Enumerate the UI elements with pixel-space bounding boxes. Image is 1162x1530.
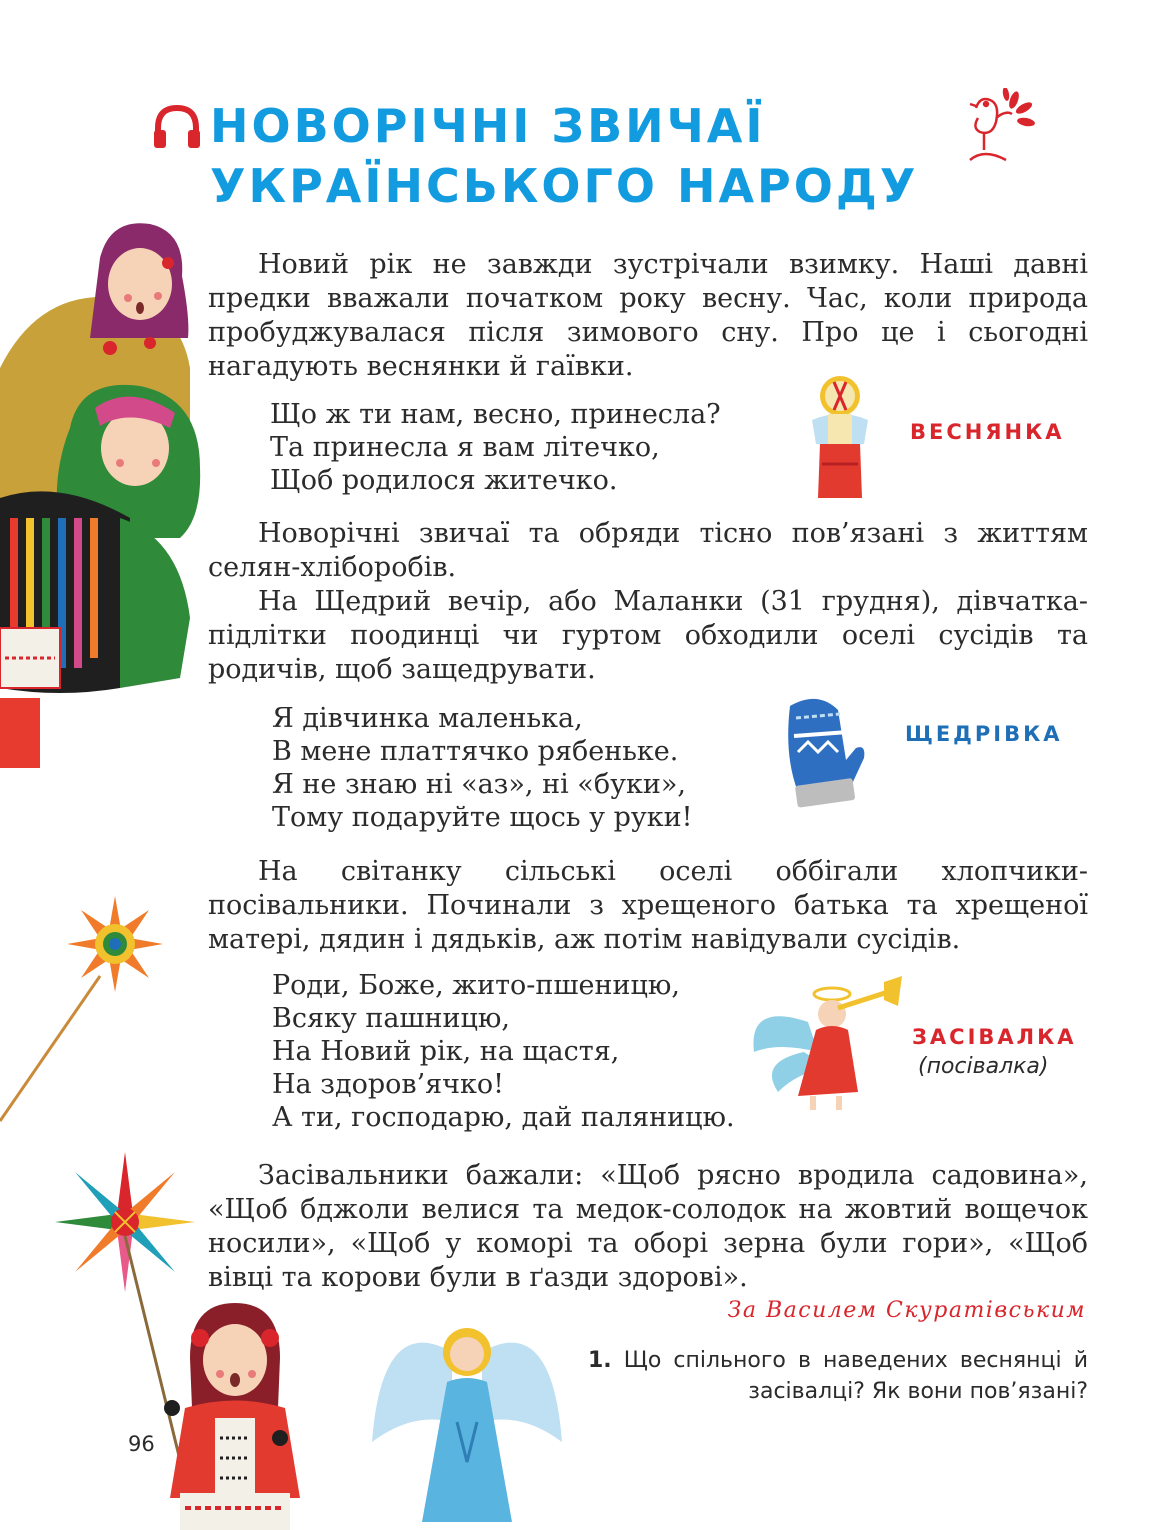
poem-line: Тому подаруйте щось у руки! <box>272 802 693 833</box>
motanka-doll-illustration <box>804 374 876 504</box>
genre-label-vesnianka: ВЕСНЯНКА <box>910 420 1065 444</box>
paragraph-2: Новорічні звичаї та обряди тісно пов’язані з життям селян-хліборобів. <box>208 518 1088 583</box>
poem-line: Я не знаю ні «аз», ні «буки», <box>272 769 686 800</box>
poem-line: На здоров’ячко! <box>272 1069 505 1100</box>
page-number: 96 <box>128 1432 155 1456</box>
poem-line: Всяку пашницю, <box>272 1003 510 1034</box>
girl-caroler-illustration <box>160 1298 310 1530</box>
question-number: 1. <box>588 1348 612 1373</box>
poem-zasivalka <box>272 969 812 1134</box>
paragraph-3: На Щедрий вечір, або Маланки (31 грудня), дівчатка-підлітки поодинці чи гуртом обходили оселі сусідів та родичів, щоб защедрувати. <box>208 586 1088 685</box>
sun-star-illustration <box>0 896 170 1126</box>
genre-label-zasivalka-alt: (посівалка) <box>918 1054 1049 1079</box>
carolers-illustration <box>0 218 205 778</box>
bird-icon <box>966 88 1038 164</box>
headphones-icon[interactable] <box>152 104 202 150</box>
genre-label-zasivalka: ЗАСІВАЛКА <box>912 1025 1077 1049</box>
poem-line: Роди, Боже, жито-пшеницю, <box>272 970 680 1001</box>
genre-label-shchedrivka: ЩЕДРІВКА <box>905 722 1063 746</box>
poem-line: Я дівчинка маленька, <box>272 703 583 734</box>
trumpet-angel-illustration <box>748 972 908 1116</box>
poem-line: Щоб родилося житечко. <box>270 465 618 496</box>
mitten-illustration <box>768 696 868 808</box>
page-title <box>210 96 918 216</box>
paragraph-1: Новий рік не завжди зустрічали взимку. Наші давні предки вважали початком року весну. Час, коли природа пробуджувалася після зимового сну. Про це і сьогодні нагадують веснянки й гаївки. <box>208 249 1088 382</box>
poem-line: Та принесла я вам літечко, <box>270 432 660 463</box>
author-attribution: За Василем Скуратівським <box>727 1298 1086 1323</box>
poem-line: Що ж ти нам, весно, принесла? <box>270 399 721 430</box>
poem-shchedrivka <box>272 702 772 834</box>
paragraph-5: Засівальники бажали: «Щоб рясно вродила садовина», «Щоб бджоли велися та медок-солодок на жовтий вощечок носили», «Щоб у коморі та оборі зерна були гори», «Щоб вівці та корови були в ґазди здорові». <box>208 1160 1088 1293</box>
question-text: Що спільного в наведених веснянці й засівалці? Як вони пов’язані? <box>623 1348 1088 1404</box>
question-1 <box>588 1345 1088 1407</box>
title-line-1: НОВОРІЧНІ ЗВИЧАЇ <box>210 99 766 153</box>
paragraph-4: На світанку сільські оселі оббігали хлопчики-посівальники. Починали з хрещеного батька та хрещеної матері, дядин і дядьків, аж потім навідували сусідів. <box>208 856 1088 955</box>
poem-line: На Новий рік, на щастя, <box>272 1036 620 1067</box>
poem-line: В мене платтячко рябеньке. <box>272 736 679 767</box>
angel-illustration <box>372 1312 562 1530</box>
poem-line: А ти, господарю, дай паляницю. <box>272 1102 735 1133</box>
title-line-2: УКРАЇНСЬКОГО НАРОДУ <box>210 159 919 213</box>
poem-vesnianka <box>270 398 790 497</box>
